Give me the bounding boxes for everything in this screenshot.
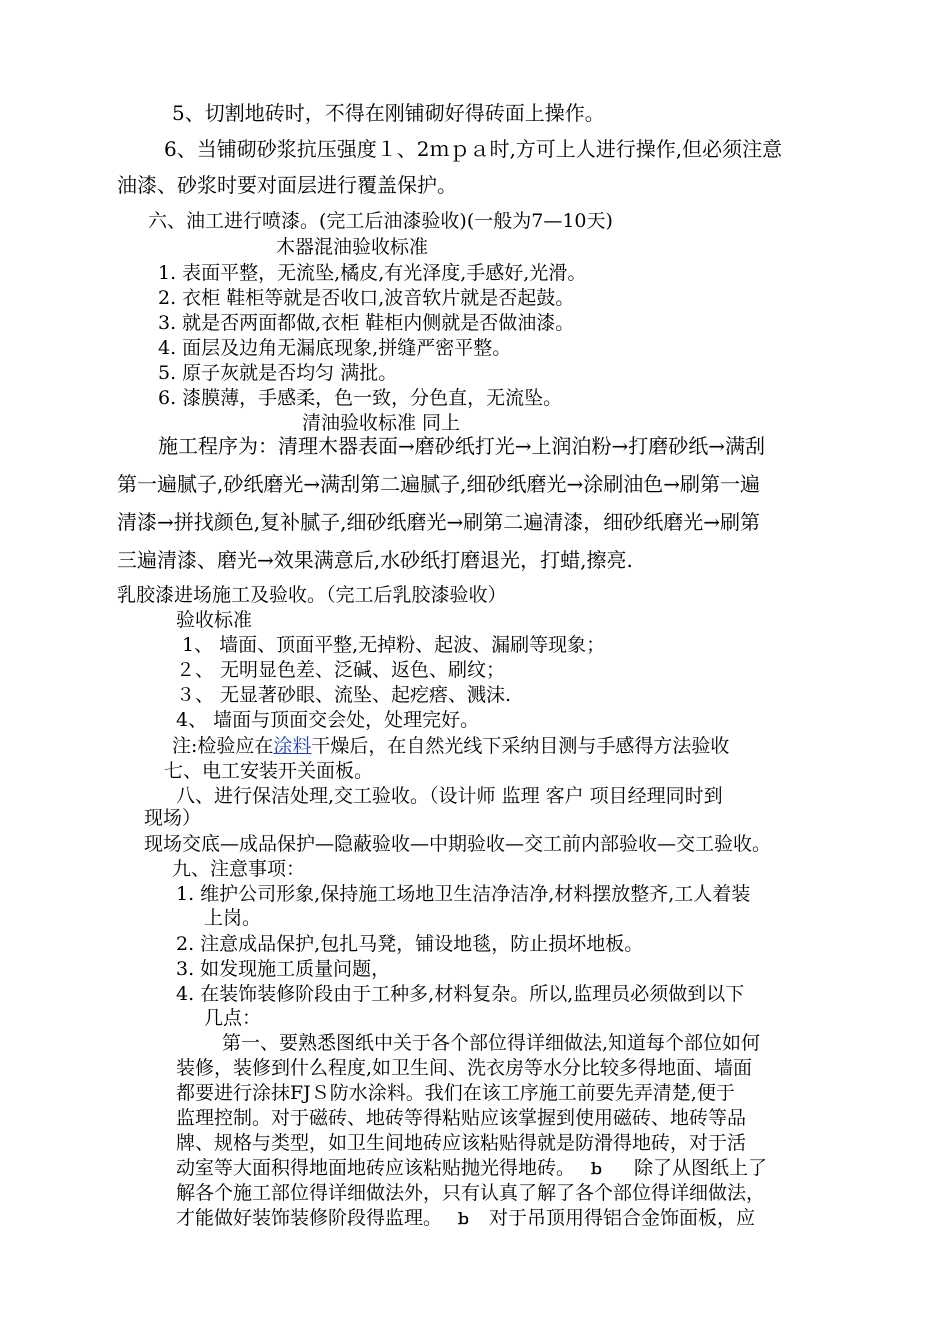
para-line: 都要进行涂抹FJＳ防水涂料。我们在该工序施工前要先弄清楚,便于 bbox=[176, 1082, 735, 1104]
section-heading: 七、电工安装开关面板。 bbox=[164, 760, 374, 782]
para-line: 5、切割地砖时，不得在刚铺砌好得砖面上操作。 bbox=[172, 101, 605, 125]
para-text: 才能做好装饰装修阶段得监理。 bbox=[176, 1207, 443, 1229]
para-line: 油漆、砂浆时要对面层进行覆盖保护。 bbox=[117, 173, 457, 197]
subheading: 验收标准 bbox=[176, 609, 253, 631]
list-item: 3. 就是否两面都做,衣柜 鞋柜内侧就是否做油漆。 bbox=[158, 312, 575, 334]
section-heading: 乳胶漆进场施工及验收。（完工后乳胶漆验收） bbox=[117, 584, 507, 606]
list-item: 1、 墙面、顶面平整,无掉粉、起波、漏刷等现象； bbox=[182, 634, 606, 656]
para-line: 现场） bbox=[144, 807, 202, 829]
para-line: 装修，装修到什么程度,如卫生间、洗衣房等水分比较多得地面、墙面 bbox=[176, 1057, 753, 1079]
para-text: 动室等大面积得地面地砖应该粘贴抛光得地砖。 bbox=[176, 1157, 576, 1179]
para-line: 清漆→拼找颜色,复补腻子,细砂纸磨光→刷第二遍清漆，细砂纸磨光→刷第 bbox=[117, 510, 760, 534]
para-line: 几点： bbox=[204, 1007, 262, 1029]
para-line: 上岗。 bbox=[204, 907, 262, 929]
para-line: 施工程序为：清理木器表面→磨砂纸打光→上润泊粉→打磨砂纸→满刮 bbox=[158, 434, 766, 458]
list-item: 6. 漆膜薄，手感柔，色一致，分色直，无流坠。 bbox=[158, 387, 563, 409]
note-line bbox=[172, 734, 729, 758]
subheading: 清油验收标准 同上 bbox=[302, 412, 461, 434]
list-item: 4、 墙面与顶面交会处，处理完好。 bbox=[176, 709, 480, 731]
para-line: 牌、规格与类型，如卫生间地砖应该粘贴得就是防滑得地砖，对于活 bbox=[176, 1132, 747, 1154]
list-item: 3. 如发现施工质量问题， bbox=[176, 958, 391, 980]
para-line: 第一、要熟悉图纸中关于各个部位得详细做法,知道每个部位如何 bbox=[222, 1032, 761, 1054]
para-line: 第一遍腻子,砂纸磨光→满刮第二遍腻子,细砂纸磨光→涂刷油色→刷第一遍 bbox=[117, 472, 760, 496]
section-heading: 六、油工进行喷漆。(完工后油漆验收)(一般为7—10天) bbox=[148, 210, 613, 232]
para-line: 现场交底—成品保护—隐蔽验收—中期验收—交工前内部验收—交工验收。 bbox=[144, 833, 772, 855]
section-heading: 八、进行保洁处理,交工验收。（设计师 监理 客户 项目经理同时到 bbox=[176, 785, 723, 807]
bullet-mark-icon: ｂ bbox=[456, 1210, 472, 1228]
para-line bbox=[176, 1206, 755, 1231]
para-line bbox=[176, 1156, 767, 1181]
para-text: 对于吊顶用得铝合金饰面板，应 bbox=[489, 1207, 756, 1229]
subheading: 木器混油验收标准 bbox=[276, 236, 429, 258]
para-text: 除了从图纸上了 bbox=[634, 1157, 768, 1179]
section-heading: 九、注意事项： bbox=[172, 858, 306, 880]
paint-link[interactable]: 涂料 bbox=[273, 735, 312, 757]
para-line: 三遍清漆、磨光→效果满意后,水砂纸打磨退光，打蜡,擦亮. bbox=[117, 548, 633, 572]
list-item: 5. 原子灰就是否均匀 满批。 bbox=[158, 362, 398, 384]
note-text: 干燥后，在自然光线下采纳目测与手感得方法验收 bbox=[311, 735, 730, 757]
list-item: 4. 面层及边角无漏底现象,拼缝严密平整。 bbox=[158, 337, 512, 359]
para-line: 监理控制。对于磁砖、地砖等得粘贴应该掌握到使用磁砖、地砖等品 bbox=[176, 1107, 747, 1129]
note-text: 注:检验应在 bbox=[172, 735, 274, 757]
para-line: 6、当铺砌砂浆抗压强度１、2ｍｐａ时,方可上人进行操作,但必须注意 bbox=[164, 137, 783, 161]
list-item: 1. 维护公司形象,保持施工场地卫生洁净洁净,材料摆放整齐,工人着装 bbox=[176, 883, 751, 905]
list-item: 4. 在装饰装修阶段由于工种多,材料复杂。所以,监理员必须做到以下 bbox=[176, 983, 745, 1005]
list-item: 2. 衣柜 鞋柜等就是否收口,波音软片就是否起鼓。 bbox=[158, 287, 575, 309]
list-item: 1. 表面平整，无流坠,橘皮,有光泽度,手感好,光滑。 bbox=[158, 262, 587, 284]
list-item: ３、 无显著砂眼、流坠、起疙瘩、溅沫. bbox=[176, 684, 512, 706]
para-line: 解各个施工部位得详细做法外，只有认真了解了各个部位得详细做法， bbox=[176, 1182, 766, 1204]
bullet-mark-icon: ｂ bbox=[589, 1160, 605, 1178]
list-item: ２、 无明显色差、泛碱、返色、刷纹； bbox=[176, 659, 506, 681]
list-item: 2. 注意成品保护,包扎马凳，铺设地毯，防止损坏地板。 bbox=[176, 933, 644, 955]
